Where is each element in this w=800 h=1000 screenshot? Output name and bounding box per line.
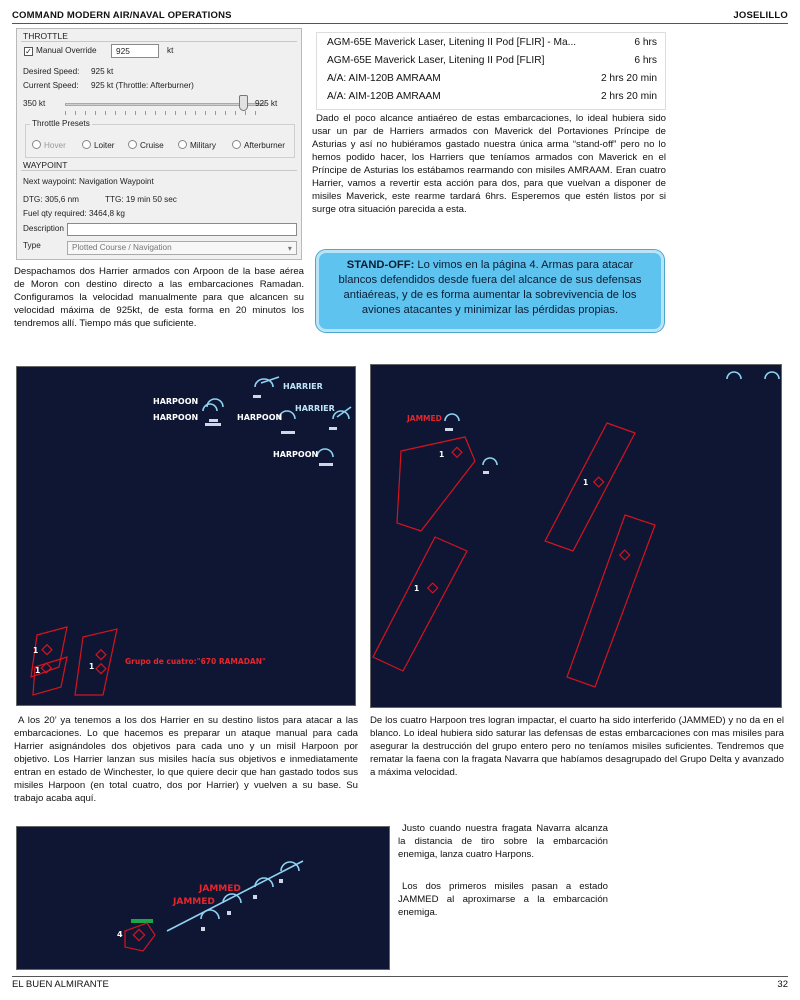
map-label-harpoon: HARPOON xyxy=(237,413,283,422)
description-label: Description xyxy=(23,224,64,233)
enemy-zone xyxy=(567,515,655,687)
manual-speed-input[interactable]: 925 xyxy=(111,44,159,58)
type-select[interactable] xyxy=(67,241,297,255)
unit-count: 1 xyxy=(35,666,41,675)
throttle-slider-thumb[interactable] xyxy=(239,95,248,111)
enemy-ship-icon xyxy=(594,477,604,487)
magazine-title: COMMAND MODERN AIR/NAVAL OPERATIONS xyxy=(12,10,232,21)
enemy-ship-icon xyxy=(133,929,144,940)
tactical-map-harrier-attack xyxy=(16,366,356,706)
slider-min-label: 350 kt xyxy=(23,99,46,108)
preset-loiter[interactable]: Loiter xyxy=(82,140,114,150)
page-number: 32 xyxy=(777,979,788,990)
paragraph-missiles-jammed: Los dos primeros misiles pasan a estado JAMMED al aproximarse a la embarcación enemiga. xyxy=(398,881,608,918)
heading-line xyxy=(261,377,279,383)
throttle-section-title: THROTTLE xyxy=(23,31,68,41)
current-speed-label: Current Speed: xyxy=(23,81,79,90)
group-label: Grupo de cuatro:"670 RAMADAN" xyxy=(125,657,266,666)
harpoon-missile-icon xyxy=(281,862,299,871)
unit-count: 1 xyxy=(33,646,39,655)
enemy-zone xyxy=(397,437,475,531)
table-row[interactable]: A/A: AIM-120B AMRAAM 2 hrs 20 min xyxy=(327,91,657,102)
enemy-ship-icon xyxy=(452,447,462,457)
unit-count: 1 xyxy=(89,662,95,671)
standoff-callout xyxy=(316,250,664,332)
paragraph-harrier-attack: A los 20’ ya tenemos a los dos Harrier en su destino listos para atacar a las embarcaciones. Lo que hacemos es preparar un ataque manual para cada Harrier asignándoles dos objetivos para cada uno y un misil Harpoon por objetivo. Los Harrier lanzan sus misiles hacía sus objetivos e inmediatamente entran en estado de Winchester, lo que quiere decir que han gastado todos sus misiles Harpoon (en total cuatro, dos por Harrier) y vuelven a su base. Su trabajo acaba aquí. xyxy=(14,715,358,804)
enemy-zone xyxy=(373,537,467,671)
harrier-aircraft-icon xyxy=(727,372,741,379)
author-name: JOSELILLO xyxy=(733,10,788,21)
throttle-presets-title: Throttle Presets xyxy=(32,119,90,128)
map-label-harpoon: HARPOON xyxy=(273,450,319,459)
enemy-ship-icon xyxy=(96,650,106,660)
fuel-required: Fuel qty required: 3464,8 kg xyxy=(23,209,125,218)
map-label-harpoon: HARPOON xyxy=(153,413,199,422)
jammed-label: JAMMED xyxy=(173,897,215,907)
chevron-down-icon: ▾ xyxy=(287,244,292,253)
type-label: Type xyxy=(23,241,41,250)
paragraph-standoff-context: Dado el poco alcance antiaéreo de estas embarcaciones, lo ideal hubiera sido usar un par de Harriers armados con Maverick del Portaviones Príncipe de Asturias y así no hubiéramos gastado nuestra única arma “stand-off” pero no lo hemos podido hacer, los Harriers que teníamos armados con Maverick en el Príncipe de Asturias los estábamos rearmando con misiles AMRAAM. Eran cuatro Harrier, vamos a revertir esta acción para dos, para que vuelvan a disponer de misiles Maverick, este rearme tardará 6hrs. Esperemos que estén listos por si surge otra situación parecida a esta. xyxy=(312,113,666,215)
harpoon-missile-icon xyxy=(483,458,497,465)
harpoon-missile-icon xyxy=(317,449,333,457)
weapon-reload-table xyxy=(316,32,666,110)
waypoint-section-title: WAYPOINT xyxy=(23,160,68,170)
preset-cruise[interactable]: Cruise xyxy=(128,140,164,150)
paragraph-frigate-launch: Justo cuando nuestra fragata Navarra alcanza la distancia de tiro sobre la embarcación enemiga, lanza cuatro Harpons. xyxy=(398,823,608,860)
jammed-label: JAMMED xyxy=(407,414,442,423)
desired-speed-value: 925 kt xyxy=(91,67,114,76)
table-row[interactable]: AGM-65E Maverick Laser, Litening II Pod [FLIR] - Ma... 6 hrs xyxy=(327,37,657,48)
page-header xyxy=(12,10,788,24)
map-label-harpoon: HARPOON xyxy=(153,397,199,406)
harpoon-missile-icon xyxy=(255,878,273,887)
enemy-zone xyxy=(125,923,155,951)
harrier-aircraft-icon xyxy=(765,372,779,379)
enemy-ship-icon xyxy=(96,664,106,674)
map-friendly-symbols xyxy=(167,861,303,931)
harpoon-missile-icon xyxy=(203,404,217,411)
enemy-zone xyxy=(33,657,67,695)
enemy-ship-zones xyxy=(373,423,655,687)
enemy-zone xyxy=(75,629,117,695)
tactical-map-harpoon-impacts xyxy=(370,364,782,708)
manual-override-label: Manual Override xyxy=(36,46,97,55)
unit-count: 1 xyxy=(414,584,420,593)
enemy-ship-zones xyxy=(31,627,117,695)
tactical-map-frigate-launch xyxy=(16,826,390,970)
enemy-ship-icon xyxy=(428,583,438,593)
preset-afterburner[interactable]: Afterburner xyxy=(232,140,285,150)
callout-body: Lo vimos en la página 4. Armas para atacar blancos defendidos desde fuera del alcance de sus defensas antiaéreas, y de es forma aumentar la sobrevivencia de los aviones atacantes y minimizar las pérdidas propias. xyxy=(338,259,642,316)
harpoon-missile-icon xyxy=(445,414,459,421)
throttle-slider-ticks xyxy=(65,111,265,115)
callout-title: STAND-OFF: xyxy=(346,259,415,271)
throttle-presets-group xyxy=(25,119,295,158)
missile-track-line xyxy=(167,861,303,931)
map-label-harrier: HARRIER xyxy=(283,382,323,391)
manual-override-checkbox[interactable]: ✓ xyxy=(25,47,32,56)
slider-max-label: 925 kt xyxy=(255,99,278,108)
time-to-go: TTG: 19 min 50 sec xyxy=(105,195,177,204)
enemy-ship-icon xyxy=(620,550,630,560)
enemy-ship-zones xyxy=(125,923,155,951)
enemy-health-bar xyxy=(131,919,153,923)
distance-to-go: DTG: 305,6 nm xyxy=(23,195,79,204)
magazine-name: EL BUEN ALMIRANTE xyxy=(12,979,109,990)
preset-military[interactable]: Military xyxy=(178,140,216,150)
map-friendly-symbols xyxy=(445,372,779,465)
unit-count: 1 xyxy=(439,450,445,459)
enemy-ship-icon xyxy=(42,645,52,655)
unit-count: 1 xyxy=(583,478,589,487)
throttle-waypoint-panel xyxy=(16,28,302,260)
page-footer xyxy=(12,976,788,992)
jammed-label: JAMMED xyxy=(199,884,241,894)
table-row[interactable]: A/A: AIM-120B AMRAAM 2 hrs 20 min xyxy=(327,73,657,84)
manual-speed-unit: kt xyxy=(167,46,174,55)
desired-speed-label: Desired Speed: xyxy=(23,67,80,76)
description-input[interactable] xyxy=(67,223,297,236)
unit-count: 4 xyxy=(117,930,123,939)
enemy-zone xyxy=(545,423,635,551)
paragraph-dispatch-harriers: Despachamos dos Harrier armados con Arpoon de la base aérea de Moron con destino directo a las embarcaciones Ramadan. Configuramos la velocidad manualmente para que alcancen su velocidad máxima de 925kt, de esta forma en 20 minutos los tendremos allí. Tiempo más que suficiente. xyxy=(14,266,304,329)
current-speed-value: 925 kt (Throttle: Afterburner) xyxy=(91,81,194,90)
next-waypoint: Next waypoint: Navigation Waypoint xyxy=(23,177,154,186)
table-row[interactable]: AGM-65E Maverick Laser, Litening II Pod [FLIR] 6 hrs xyxy=(327,55,657,66)
preset-hover[interactable]: Hover xyxy=(32,140,66,150)
paragraph-harpoon-results: De los cuatro Harpoon tres logran impactar, el cuarto ha sido interferido (JAMMED) y no da en el blanco. Lo ideal hubiera sido saturar las defensas de estas embarcaciones con mas misiles para asegurar la destrucción del grupo entero pero no teníamos misiles suficientes. Tendremos que rematar la faena con la fragata Navarra que habíamos desagrupado del Grupo Delta y avanzado a máxima velocidad. xyxy=(370,715,784,778)
throttle-slider-track[interactable] xyxy=(65,103,265,106)
map-label-harrier: HARRIER xyxy=(295,404,335,413)
type-select-value: Plotted Course / Navigation xyxy=(72,243,172,252)
